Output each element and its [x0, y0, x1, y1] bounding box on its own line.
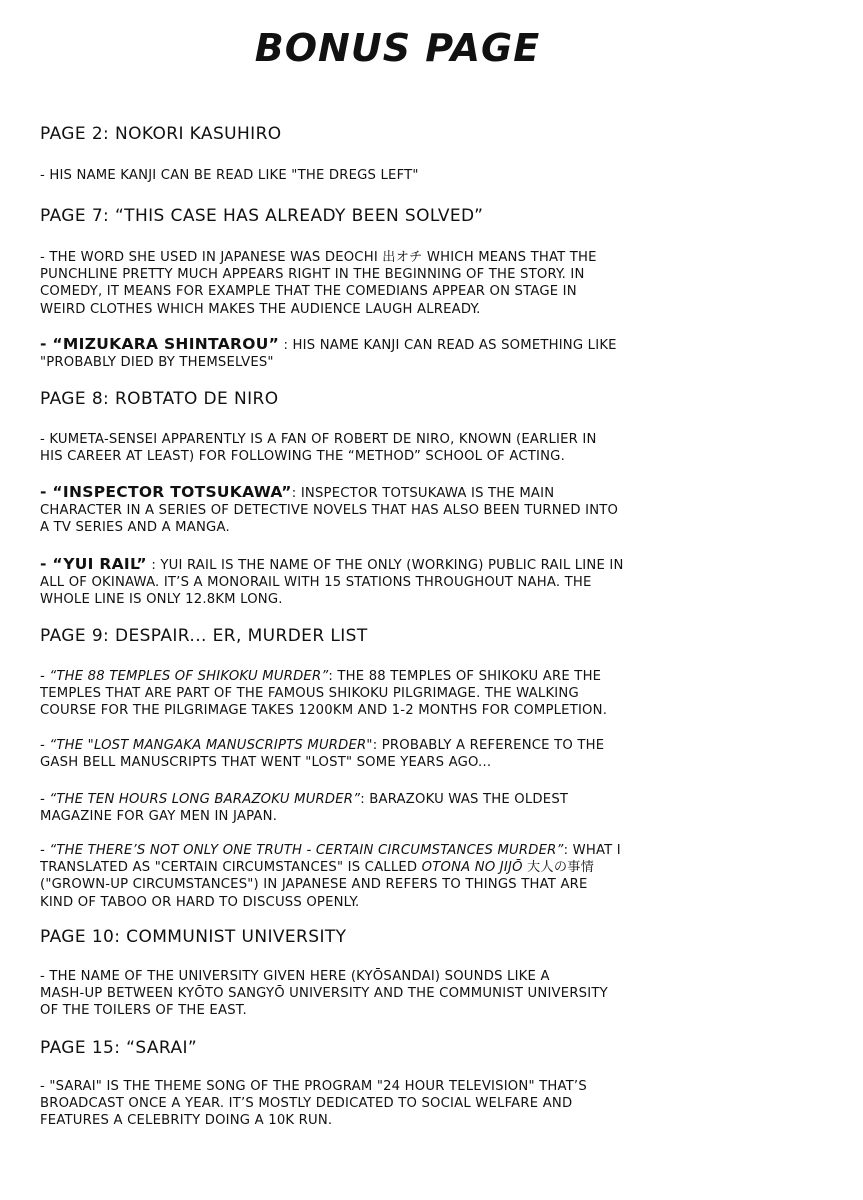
- note-lead: - “THE 88 TEMPLES OF SHIKOKU MURDER”: [40, 669, 329, 684]
- note-text: : PROBABLY A REFERENCE TO THE: [372, 738, 605, 753]
- note-text: TRANSLATED AS "CERTAIN CIRCUMSTANCES" IS CALLED: [40, 860, 422, 876]
- note-nokori-kasuhiro: - HIS NAME KANJI CAN BE READ LIKE "THE DREGS LEFT": [40, 168, 419, 183]
- note-line: GASH BELL MANUSCRIPTS THAT WENT "LOST" SOME YEARS AGO...: [40, 755, 492, 771]
- note-term: OTONA NO JIJŌ: [421, 860, 523, 876]
- note-line: BROADCAST ONCE A YEAR. IT’S MOSTLY DEDICATED TO SOCIAL WELFARE AND: [40, 1096, 573, 1112]
- note-line: KIND OF TABOO OR HARD TO DISCUSS OPENLY.: [40, 894, 360, 910]
- note-robert-de-niro: [40, 431, 740, 465]
- note-inspector-totsukawa: [40, 484, 740, 537]
- note-barazoku: [40, 791, 740, 825]
- note-line: - "SARAI" IS THE THEME SONG OF THE PROGRAM "24 HOUR TELEVISION" THAT’S: [40, 1079, 587, 1094]
- note-text: : YUI RAIL IS THE NAME OF THE ONLY (WORKING) PUBLIC RAIL LINE IN: [146, 558, 624, 573]
- note-mizukara-shintarou: [40, 336, 740, 371]
- note-lead: - “THE "LOST MANGAKA MANUSCRIPTS MURDER": [40, 738, 373, 753]
- note-text: : THE 88 TEMPLES OF SHIKOKU ARE THE: [328, 669, 602, 684]
- note-line: MASH-UP BETWEEN KYŌTO SANGYŌ UNIVERSITY AND THE COMMUNIST UNIVERSITY: [40, 986, 608, 1002]
- note-lead: - “THE THERE’S NOT ONLY ONE TRUTH - CERTAIN CIRCUMSTANCES MURDER”: [40, 843, 564, 858]
- note-lead: - “MIZUKARA SHINTAROU”: [40, 335, 280, 353]
- note-line: HIS CAREER AT LEAST) FOR FOLLOWING THE “METHOD” SCHOOL OF ACTING.: [40, 449, 565, 465]
- note-line: ("GROWN-UP CIRCUMSTANCES") IN JAPANESE AND REFERS TO THINGS THAT ARE: [40, 877, 588, 893]
- note-line: - THE NAME OF THE UNIVERSITY GIVEN HERE (KYŌSANDAI) SOUNDS LIKE A: [40, 969, 550, 984]
- section-heading-page-10: PAGE 10: COMMUNIST UNIVERSITY: [40, 927, 347, 947]
- note-text: : HIS NAME KANJI CAN READ AS SOMETHING LIKE: [279, 338, 617, 353]
- note-certain-circumstances: [40, 842, 740, 911]
- note-line: PUNCHLINE PRETTY MUCH APPEARS RIGHT IN THE BEGINNING OF THE STORY. IN: [40, 267, 585, 283]
- note-lead: - “YUI RAIL”: [40, 555, 147, 573]
- note-line: COMEDY, IT MEANS FOR EXAMPLE THAT THE COMEDIANS APPEAR ON STAGE IN: [40, 284, 577, 300]
- note-line: "PROBABLY DIED BY THEMSELVES": [40, 355, 274, 371]
- note-lost-manuscripts: [40, 737, 740, 771]
- note-line: - THE WORD SHE USED IN JAPANESE WAS DEOCHI 出オチ WHICH MEANS THAT THE: [40, 250, 597, 265]
- section-heading-page-2: PAGE 2: NOKORI KASUHIRO: [40, 124, 282, 144]
- note-text: : INSPECTOR TOTSUKAWA IS THE MAIN: [291, 486, 555, 501]
- note-line: COURSE FOR THE PILGRIMAGE TAKES 1200KM AND 1-2 MONTHS FOR COMPLETION.: [40, 703, 608, 719]
- note-line: - KUMETA-SENSEI APPARENTLY IS A FAN OF ROBERT DE NIRO, KNOWN (EARLIER IN: [40, 432, 597, 447]
- note-line: FEATURES A CELEBRITY DOING A 10K RUN.: [40, 1113, 333, 1129]
- note-lead: - “INSPECTOR TOTSUKAWA”: [40, 483, 292, 501]
- note-kyosandai: [40, 968, 740, 1020]
- page-title: BONUS PAGE: [254, 26, 541, 70]
- note-88-temples: [40, 668, 740, 720]
- note-line: WHOLE LINE IS ONLY 12.8KM LONG.: [40, 592, 283, 608]
- note-sarai: [40, 1078, 740, 1130]
- note-line: TEMPLES THAT ARE PART OF THE FAMOUS SHIKOKU PILGRIMAGE. THE WALKING: [40, 686, 579, 702]
- note-line: ALL OF OKINAWA. IT’S A MONORAIL WITH 15 STATIONS THROUGHOUT NAHA. THE: [40, 575, 592, 591]
- note-lead: - “THE TEN HOURS LONG BARAZOKU MURDER”: [40, 792, 361, 807]
- note-line: MAGAZINE FOR GAY MEN IN JAPAN.: [40, 809, 278, 825]
- note-text: : WHAT I: [563, 843, 621, 858]
- note-line: A TV SERIES AND A MANGA.: [40, 520, 230, 536]
- note-line: CHARACTER IN A SERIES OF DETECTIVE NOVELS THAT HAS ALSO BEEN TURNED INTO: [40, 503, 619, 519]
- note-deochi: [40, 249, 740, 318]
- note-line: OF THE TOILERS OF THE EAST.: [40, 1003, 247, 1019]
- section-heading-page-7: PAGE 7: “THIS CASE HAS ALREADY BEEN SOLVED”: [40, 206, 484, 226]
- note-line: WEIRD CLOTHES WHICH MAKES THE AUDIENCE LAUGH ALREADY.: [40, 301, 481, 317]
- note-yui-rail: [40, 556, 740, 609]
- section-heading-page-15: PAGE 15: “SARAI”: [40, 1038, 198, 1058]
- note-kanji: 大人の事情: [522, 860, 594, 876]
- section-heading-page-9: PAGE 9: DESPAIR... ER, MURDER LIST: [40, 626, 368, 646]
- note-text: : BARAZOKU WAS THE OLDEST: [360, 792, 569, 807]
- section-heading-page-8: PAGE 8: ROBTATO DE NIRO: [40, 389, 279, 409]
